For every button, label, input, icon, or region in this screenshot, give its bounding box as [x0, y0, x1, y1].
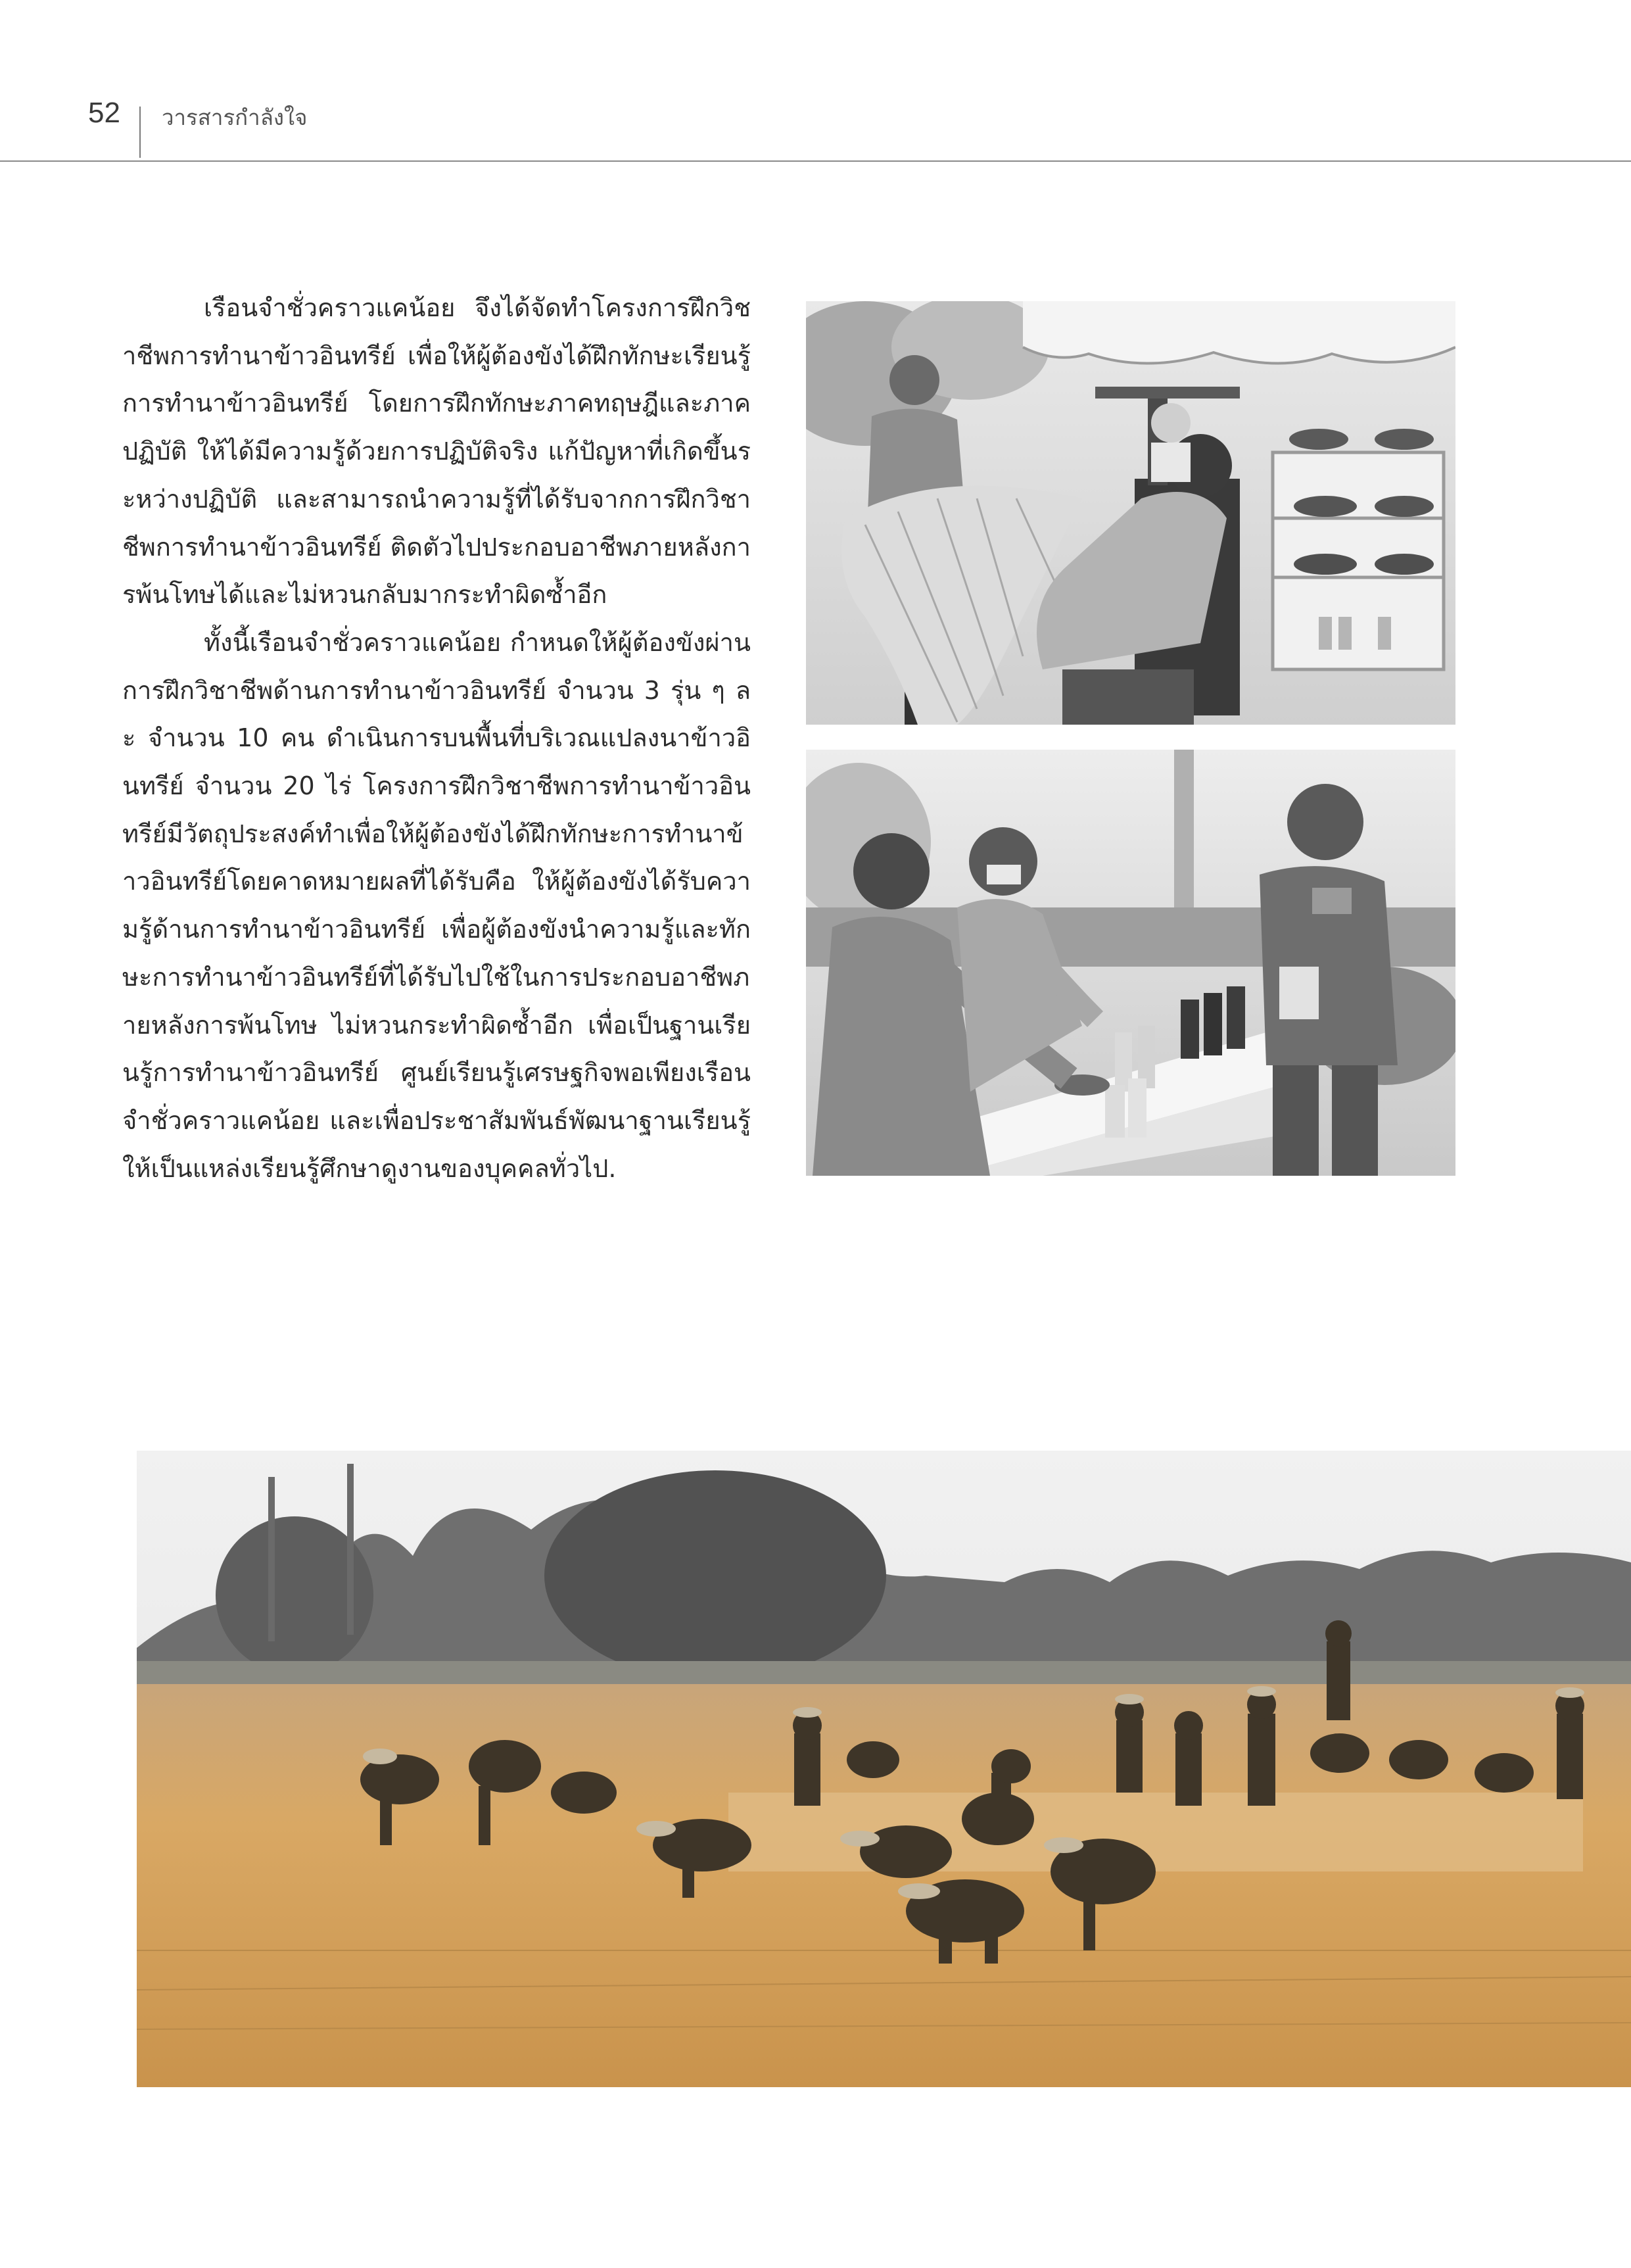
page-number: 52	[88, 97, 120, 129]
magazine-title: วารสารกำลังใจ	[162, 105, 308, 130]
header-separator	[139, 107, 141, 158]
photo-bottle-demonstration-image	[806, 750, 1455, 1176]
photo-rice-threshing-image	[806, 301, 1455, 725]
article-body	[122, 284, 751, 1395]
photo-rice-planting-field-image	[137, 1451, 1631, 2087]
header-rule	[0, 160, 1631, 162]
article-paragraph-2: ทั้งนี้เรือนจำชั่วคราวแคน้อย กำหนดให้ผู้ต้องขังผ่านการฝึกวิชาชีพด้านการทำนาข้าวอินทรีย์ จำนวน 3 รุ่น ๆ ละ จำนวน 10 คน ดำเนินการบนพื้นที่บริเวณแปลงนาข้าวอินทรีย์ จำนวน 20 ไร่ โครงการฝึกวิชาชีพการทำนาข้าวอินทรีย์มีวัตถุประสงค์ทำเพื่อให้ผู้ต้องขังได้ฝึกทักษะการทำนาข้าวอินทรีย์โดยคาดหมายผลที่ได้รับคือ ให้ผู้ต้องขังได้รับความรู้ด้านการทำนาข้าวอินทรีย์ เพื่อผู้ต้องขังนำความรู้และทักษะการทำนาข้าวอินทรีย์ที่ได้รับไปใช้ในการประกอบอาชีพภายหลังการพ้นโทษ ไม่หวนกระทำผิดซ้ำอีก เพื่อเป็นฐานเรียนรู้การทำนาข้าวอินทรีย์ ศูนย์เรียนรู้เศรษฐกิจพอเพียงเรือนจำชั่วคราวแคน้อย และเพื่อประชาสัมพันธ์พัฒนาฐานเรียนรู้ให้เป็นแหล่งเรียนรู้ศึกษาดูงานของบุคคลทั่วไป.	[122, 627, 751, 1183]
photo-rice-threshing	[806, 301, 1455, 725]
article-paragraph-1: เรือนจำชั่วคราวแคน้อย จึงได้จัดทำโครงการฝึกวิชาชีพการทำนาข้าวอินทรีย์ เพื่อให้ผู้ต้องขังได้ฝึกทักษะเรียนรู้การทำนาข้าวอินทรีย์ โดยการฝึกทักษะภาคทฤษฎีและภาคปฏิบัติ ให้ได้มีความรู้ด้วยการปฏิบัติจริง แก้ปัญหาที่เกิดขึ้นระหว่างปฏิบัติ และสามารถนำความรู้ที่ได้รับจากการฝึกวิชาชีพการทำนาข้าวอินทรีย์ ติดตัวไปประกอบอาชีพภายหลังการพ้นโทษได้และไม่หวนกลับมากระทำผิดซ้ำอีก	[122, 293, 751, 610]
photo-rice-planting-field	[137, 1451, 1631, 2087]
photo-bottle-demonstration	[806, 750, 1455, 1176]
page-header	[0, 0, 1631, 162]
